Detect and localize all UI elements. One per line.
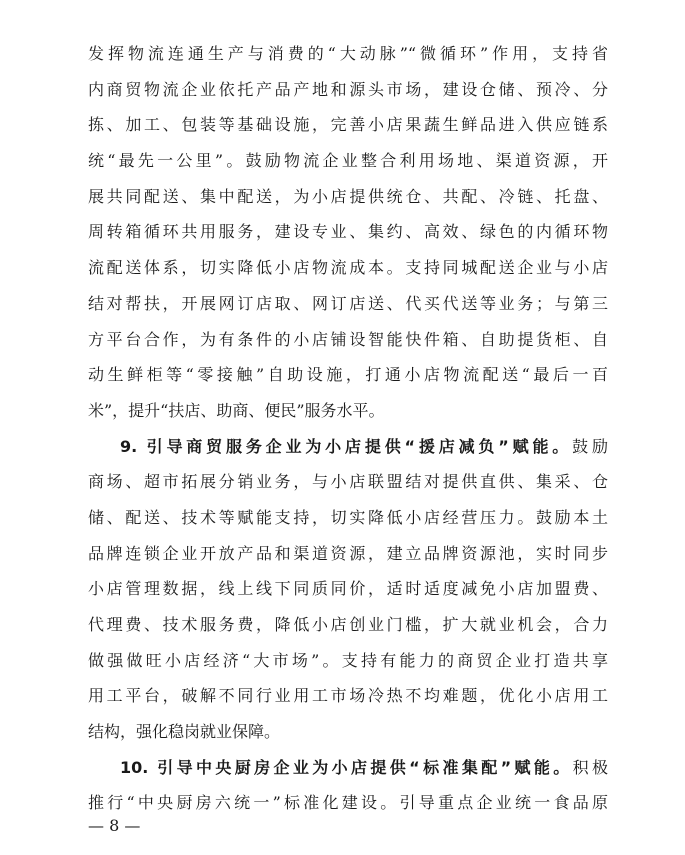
section-9-first-line-rest: 鼓励 — [572, 436, 608, 456]
text-line: 结对帮扶，开展网订店取、网订店送、代买代送等业务；与第三 — [88, 293, 608, 313]
section-9-heading: 9. 引导商贸服务企业为小店提供“援店减负”赋能。 — [120, 436, 573, 456]
section-10-heading: 10. 引导中央厨房企业为小店提供“标准集配”赋能。 — [120, 757, 573, 777]
text-line: 展共同配送、集中配送，为小店提供统仓、共配、冷链、托盘、 — [88, 186, 608, 206]
text-line: 推行“中央厨房六统一”标准化建设。引导重点企业统一食品原 — [88, 793, 608, 813]
text-line: 内商贸物流企业依托产品产地和源头市场，建设仓储、预冷、分 — [88, 79, 608, 99]
text-line: 商场、超市拓展分销业务，与小店联盟结对提供直供、集采、仓 — [88, 472, 608, 492]
text-line: 做强做旺小店经济“大市场”。支持有能力的商贸企业打造共享 — [88, 650, 608, 670]
body-text — [88, 36, 608, 821]
text-line: 结构，强化稳岗就业保障。 — [88, 722, 281, 742]
text-line: 周转箱循环共用服务，建设专业、集约、高效、绿色的内循环物 — [88, 222, 608, 242]
section-9-first-line — [88, 429, 608, 465]
text-line: 方平台合作，为有条件的小店铺设智能快件箱、自助提货柜、自 — [88, 329, 608, 349]
text-line: 动生鲜柜等“零接触”自助设施，打通小店物流配送“最后一百 — [88, 365, 608, 385]
text-line: 流配送体系，切实降低小店物流成本。支持同城配送企业与小店 — [88, 258, 608, 278]
text-line: 储、配送、技术等赋能支持，切实降低小店经营压力。鼓励本土 — [88, 507, 608, 527]
text-line: 米”，提升“扶店、助商、便民”服务水平。 — [88, 400, 385, 420]
text-line: 品牌连锁企业开放产品和渠道资源，建立品牌资源池，实时同步 — [88, 543, 608, 563]
text-line: 发挥物流连通生产与消费的“大动脉”“微循环”作用，支持省 — [88, 44, 608, 63]
text-line: 小店管理数据，线上线下同质同价，适时适度减免小店加盟费、 — [88, 579, 608, 599]
section-10-first-line — [88, 750, 608, 786]
page-number: — 8 — — [88, 816, 141, 835]
text-line: 用工平台，破解不同行业用工市场冷热不均难题，优化小店用工 — [88, 686, 608, 706]
section-10-first-line-rest: 积极 — [572, 757, 608, 777]
text-line: 代理费、技术服务费，降低小店创业门槛，扩大就业机会，合力 — [88, 615, 608, 634]
text-line: 拣、加工、包装等基础设施，完善小店果蔬生鲜品进入供应链系 — [88, 115, 608, 135]
text-line: 统“最先一公里”。鼓励物流企业整合利用场地、渠道资源，开 — [88, 151, 608, 171]
